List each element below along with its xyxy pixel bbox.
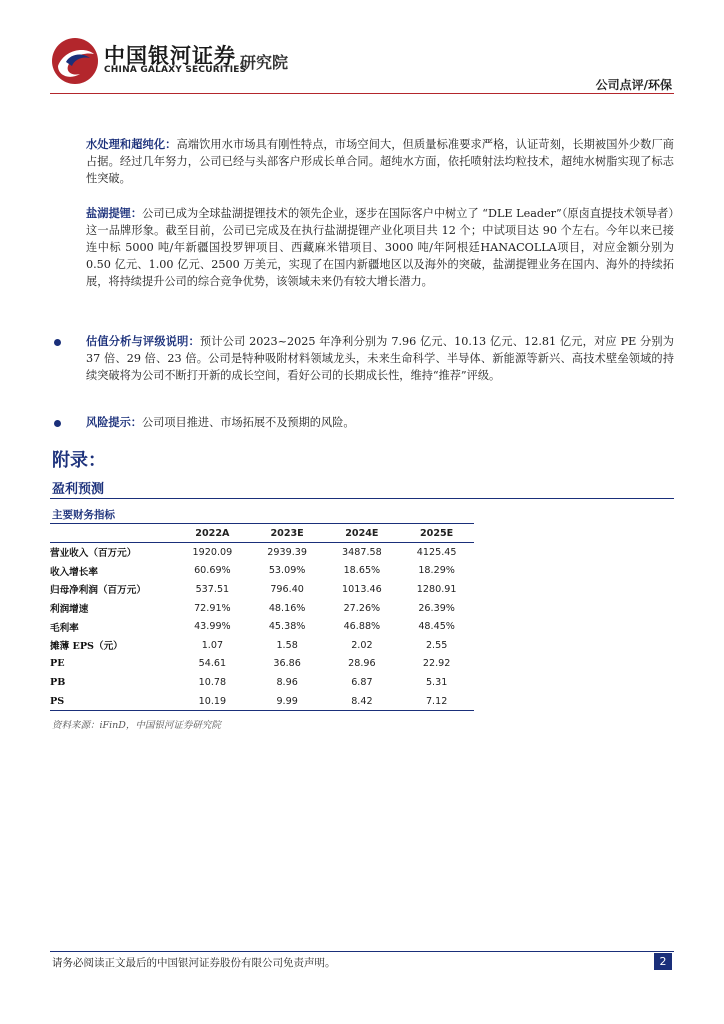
row-label: 营业收入（百万元）	[50, 548, 137, 560]
table-row	[50, 692, 474, 711]
table-cell: 1920.09	[192, 546, 233, 558]
table-cell: 45.38%	[268, 621, 306, 633]
table-row	[50, 562, 474, 581]
table-cell: 22.92	[422, 658, 451, 670]
paragraph-body: 高端饮用水市场具有刚性特点，市场空间大，但质量标准要求严格，认证苛刻，长期被国外少数厂商占据。经过几年努力，公司已经与头部客户形成长单合同。超纯水方面，依托喷射法均粒技术，超纯水树脂实现了标志性突破。	[86, 138, 674, 185]
table-row	[50, 543, 474, 562]
table-cell: 2.02	[351, 639, 373, 651]
brand-name-en: CHINA GALAXY SECURITIES	[104, 65, 247, 75]
table-cell: 5.31	[425, 676, 448, 688]
table-header-cell: 2024E	[325, 524, 400, 543]
row-label: 毛利率	[50, 622, 79, 634]
table-cell: 796.40	[270, 583, 304, 595]
brand-name-cn: 中国银河证券	[104, 44, 236, 68]
document-type: 公司点评/环保	[595, 78, 672, 92]
table-cell: 27.26%	[343, 602, 381, 614]
paragraph-risk	[86, 414, 674, 431]
row-label: 利润增速	[50, 604, 89, 616]
table-cell: 26.39%	[418, 602, 455, 614]
brand-subtitle: 研究院	[240, 53, 289, 72]
table-cell: 36.86	[273, 658, 301, 670]
table-header-cell: 2025E	[399, 524, 474, 543]
table-cell: 43.99%	[194, 621, 231, 633]
page-number: 2	[654, 953, 672, 970]
table-row	[50, 636, 474, 655]
paragraph-valuation	[86, 333, 674, 384]
source-note: 资料来源：iFinD，中国银河证券研究院	[52, 720, 221, 731]
row-label: PE	[50, 658, 65, 670]
table-cell: 537.51	[195, 583, 230, 595]
paragraph-title: 水处理和超纯化：	[86, 137, 177, 151]
paragraph-body: 公司已成为全球盐湖提锂技术的领先企业，逐步在国际客户中树立了 “DLE Leader”（原卤直提技术领导者）这一品牌形象。截至目前，公司已完成及在执行盐湖提锂产业化项目共 12 个；中试项目达 90 个左右。今年以来已接连中标 5000 吨/年新疆国投罗钾项目、西藏麻米错项目、3000 吨/年阿根廷HANACOLLA项目，对应金额分别为 0.50 亿元、1.00 亿元、2500 万美元，实现了在国内新疆地区以及海外的突破，盐湖提锂业务在国内、海外的持续拓展，将持续提升公司的综合竞争优势，该领域未来仍有较大增长潜力。	[86, 207, 674, 288]
table-cell: 18.29%	[418, 565, 455, 577]
table-cell: 4125.45	[416, 546, 457, 558]
table-cell: 1013.46	[342, 583, 382, 595]
row-label: 摊薄 EPS（元）	[50, 641, 123, 653]
financial-table	[50, 523, 474, 711]
row-label: 归母净利润（百万元）	[50, 585, 146, 597]
table-cell: 6.87	[351, 676, 373, 688]
table-cell: 10.19	[175, 692, 250, 711]
table-row	[50, 655, 474, 674]
table-cell: 48.45%	[418, 621, 455, 633]
table-cell: 1.58	[276, 639, 298, 651]
section-divider	[50, 498, 674, 499]
paragraph-lithium-extraction	[86, 205, 674, 290]
table-header-row	[50, 524, 474, 543]
table-row	[50, 580, 474, 599]
section-title: 盈利预测	[52, 482, 105, 497]
paragraph-body: 预计公司 2023~2025 年净利分别为 7.96 亿元、10.13 亿元、12.81 亿元，对应 PE 分别为 37 倍、29 倍、23 倍。公司是特种吸附材料领域龙头，未来生命科学、半导体、新能源等新兴、高技术壁垒领域的持续突破将为公司不断打开新的成长空间，看好公司的长期成长性，维持“推荐”评级。	[86, 335, 674, 382]
table-cell: 28.96	[348, 658, 376, 670]
table-cell: 18.65%	[343, 565, 381, 577]
table-header-cell	[50, 524, 175, 543]
table-cell: 2.55	[425, 639, 448, 651]
appendix-title: 附录：	[52, 450, 106, 471]
footer-disclaimer: 请务必阅读正文最后的中国银河证券股份有限公司免责声明。	[52, 957, 336, 969]
table-header-cell: 2022A	[175, 524, 250, 543]
paragraph-title: 风险提示：	[86, 415, 142, 429]
table-cell: 1280.91	[416, 583, 457, 595]
table-cell: 72.91%	[194, 602, 231, 614]
table-cell: 10.78	[198, 676, 227, 688]
header-divider	[50, 93, 674, 94]
table-cell: 48.16%	[268, 602, 306, 614]
table-cell: 8.96	[276, 676, 298, 688]
paragraph-water-treatment	[86, 136, 674, 187]
table-row	[50, 617, 474, 636]
table-row	[50, 673, 474, 692]
table-title: 主要财务指标	[52, 509, 115, 521]
table-cell: 1.07	[201, 639, 224, 651]
table-cell: 53.09%	[268, 565, 306, 577]
table-header-cell: 2023E	[250, 524, 325, 543]
row-label: PS	[50, 692, 175, 711]
table-cell: 60.69%	[194, 565, 231, 577]
table-cell: 2939.39	[267, 546, 307, 558]
table-cell: 54.61	[198, 658, 227, 670]
footer-divider	[50, 951, 674, 952]
bullet-icon	[54, 339, 61, 346]
row-label: 收入增长率	[50, 566, 98, 578]
table-row	[50, 599, 474, 618]
company-logo-icon	[50, 36, 100, 86]
table-cell: 46.88%	[343, 621, 381, 633]
table-cell: 9.99	[250, 692, 325, 711]
table-cell: 7.12	[399, 692, 474, 711]
table-cell: 8.42	[325, 692, 400, 711]
paragraph-body: 公司项目推进、市场拓展不及预期的风险。	[141, 416, 355, 429]
row-label: PB	[50, 676, 66, 688]
table-cell: 3487.58	[342, 546, 382, 558]
paragraph-title: 估值分析与评级说明：	[86, 334, 200, 348]
bullet-icon	[54, 420, 61, 427]
paragraph-title: 盐湖提锂：	[86, 206, 143, 220]
